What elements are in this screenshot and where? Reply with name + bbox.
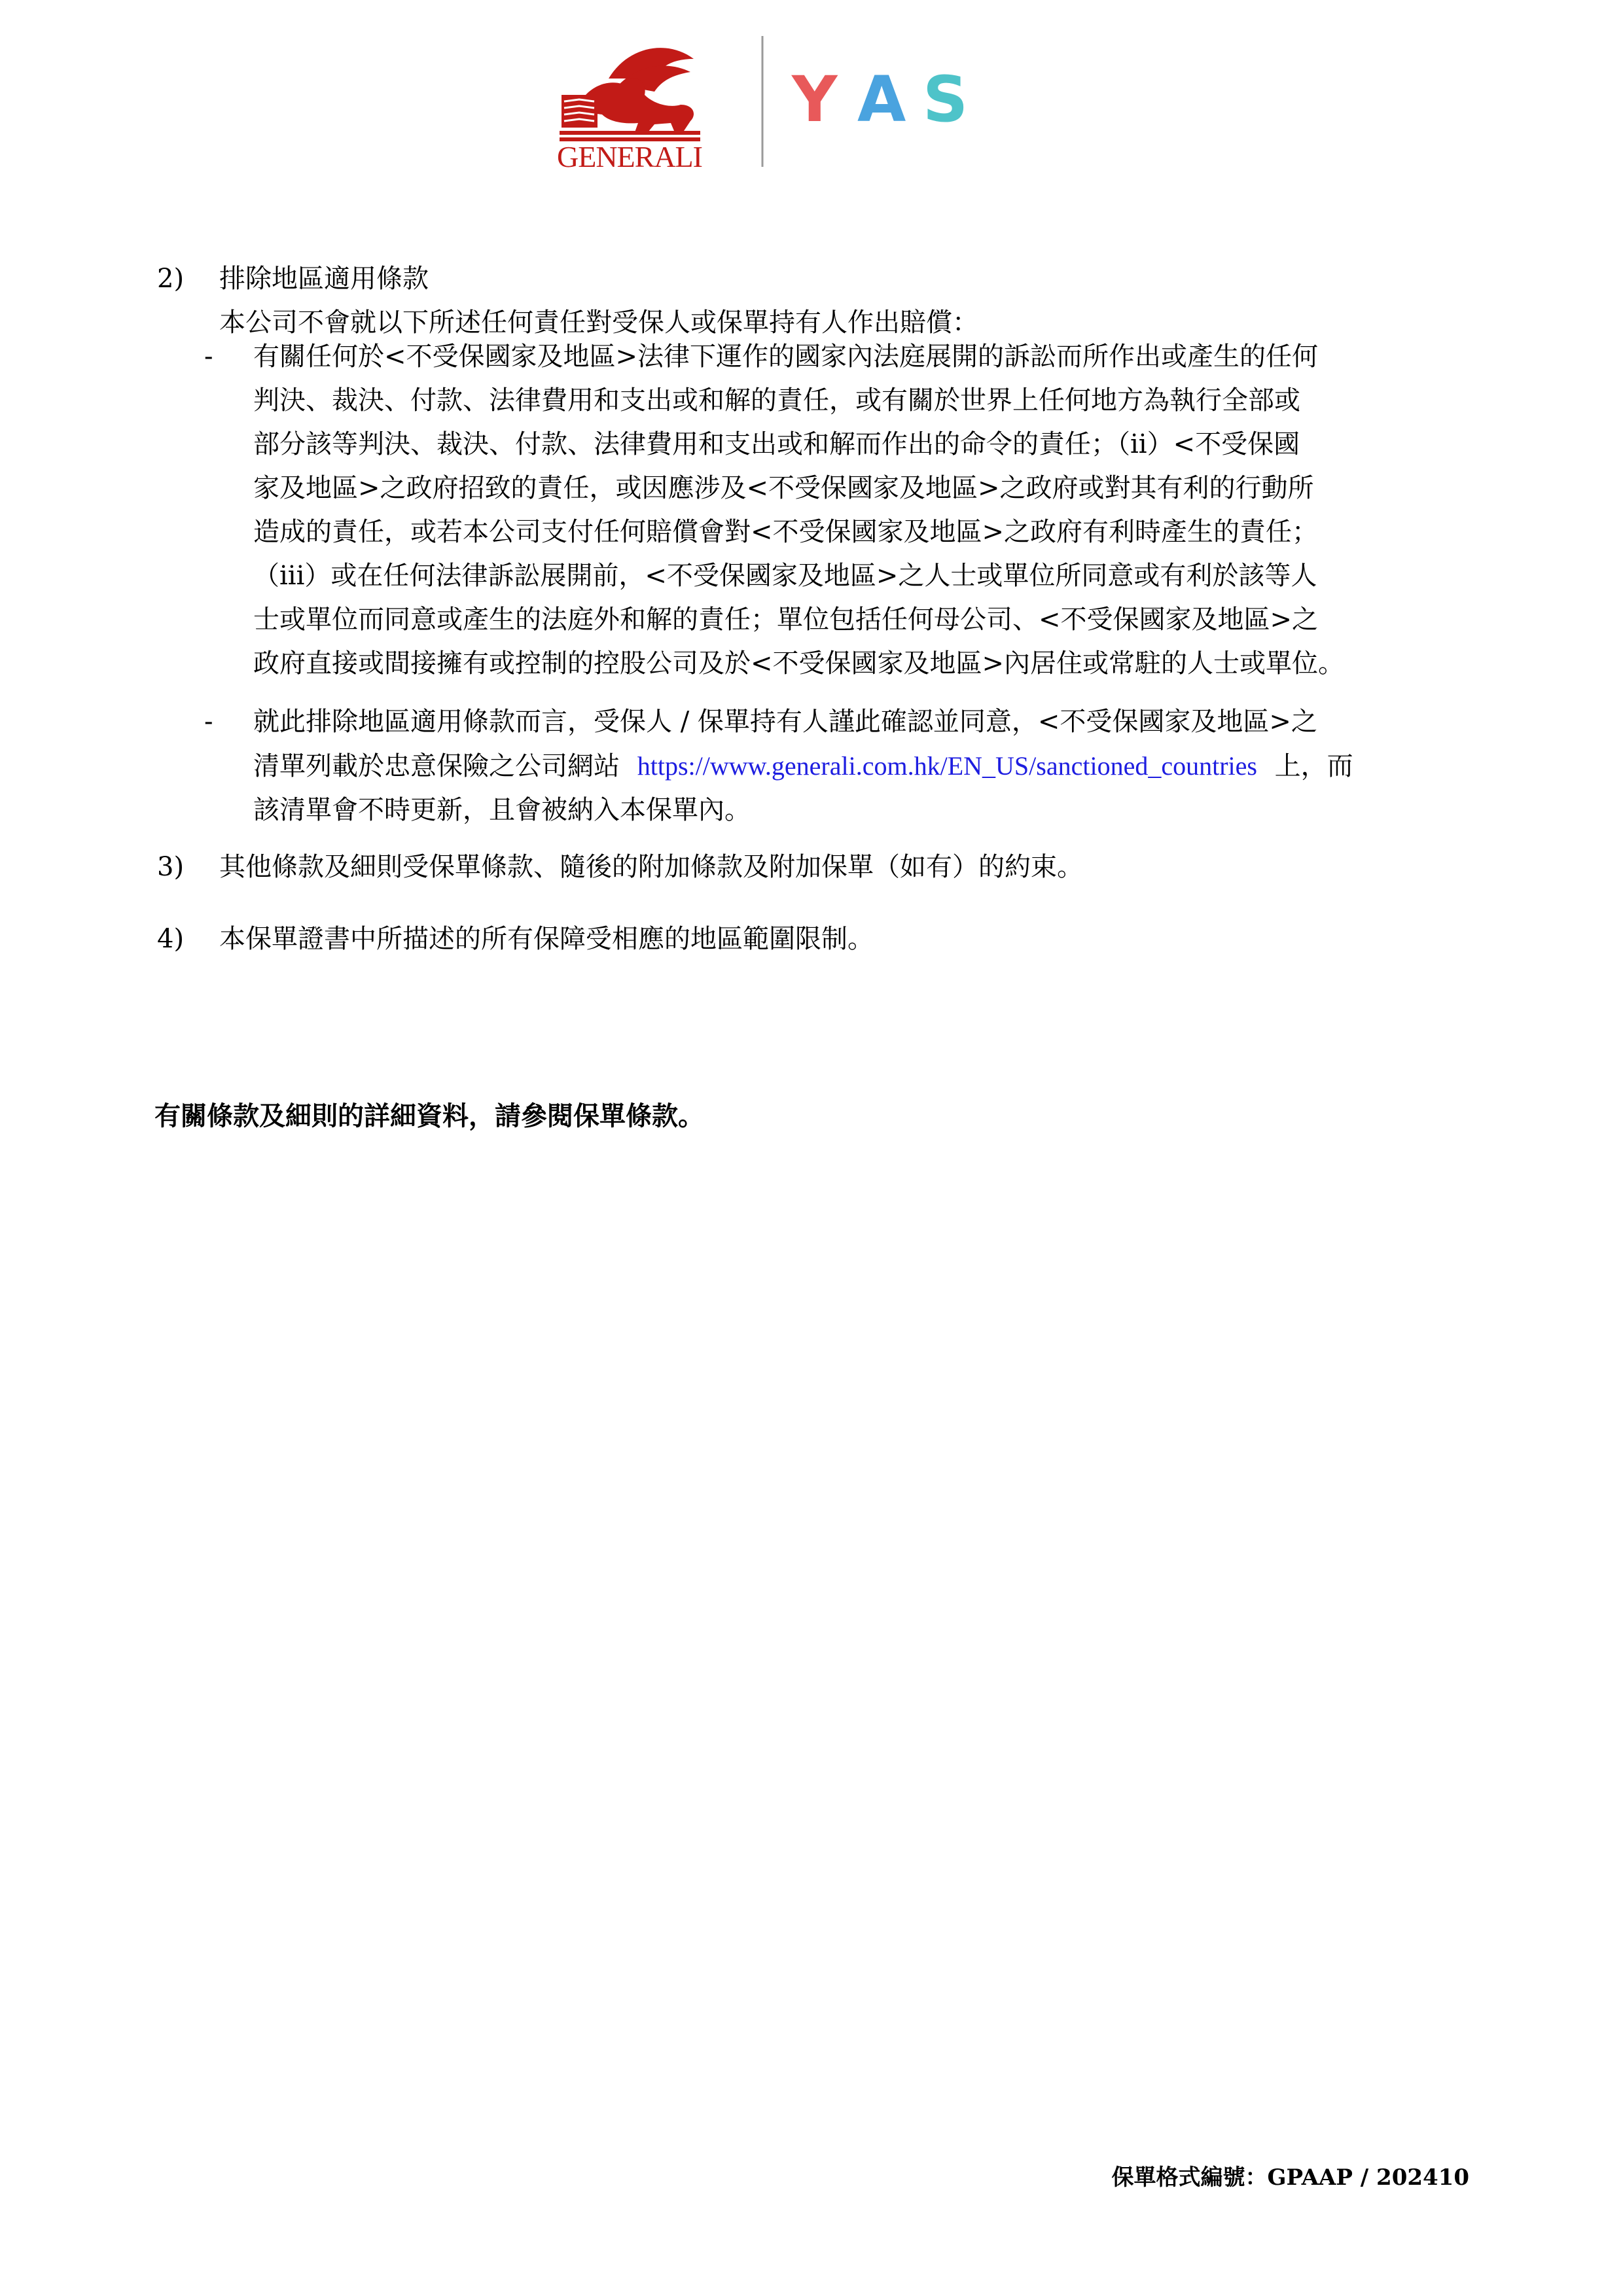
svg-text:Y: Y (792, 63, 838, 136)
bullet-2-line-pre: 清單列載於忠意保險之公司網站 (253, 751, 620, 781)
bullet-1-line: 判決、裁決、付款、法律費用和支出或和解的責任，或有關於世界上任何地方為執行全部或 (253, 385, 1300, 415)
section-4-number: 4) (157, 924, 185, 954)
policy-form-number: 保單格式編號：GPAAP / 202410 (1111, 2164, 1469, 2191)
bullet-dash: - (204, 707, 213, 737)
generali-logo (557, 48, 702, 173)
section-2-intro: 本公司不會就以下所述任何責任對受保人或保單持有人作出賠償： (219, 308, 978, 338)
bullet-2-line-post: 上，而 (1274, 751, 1353, 781)
bullet-1-line: 政府直接或間接擁有或控制的控股公司及於<不受保國家及地區>內居住或常駐的人士或單位。 (253, 648, 1345, 679)
yas-logo (791, 63, 968, 136)
bullet-1-line: 家及地區>之政府招致的責任，或因應涉及<不受保國家及地區>之政府或對其有利的行動所 (253, 473, 1314, 503)
generali-wordmark: GENERALI (557, 140, 702, 173)
bullet-1-line: 有關任何於<不受保國家及地區>法律下運作的國家內法庭展開的訴訟而所作出或產生的任何 (253, 342, 1319, 372)
svg-text:A: A (857, 63, 906, 136)
section-4-text: 本保單證書中所描述的所有保障受相應的地區範圍限制。 (219, 924, 874, 954)
bullet-2-line: 該清單會不時更新，且會被納入本保單內。 (253, 795, 751, 825)
section-2-title: 排除地區適用條款 (219, 264, 429, 294)
svg-text:S: S (923, 63, 969, 136)
header-logos (556, 33, 988, 177)
terms-remark: 有關條款及細則的詳細資料，請參閱保單條款。 (154, 1101, 704, 1131)
bullet-1-line: （iii）或在任何法律訴訟展開前，<不受保國家及地區>之人士或單位所同意或有利於該等人 (253, 561, 1317, 591)
bullet-1-line: 部分該等判決、裁決、付款、法律費用和支出或和解而作出的命令的責任；（ii）<不受保國 (253, 429, 1300, 459)
section-3-number: 3) (157, 852, 185, 882)
section-3-text: 其他條款及細則受保單條款、隨後的附加條款及附加保單（如有）的約束。 (219, 852, 1083, 882)
bullet-1-line: 造成的責任，或若本公司支付任何賠償會對<不受保國家及地區>之政府有利時產生的責任； (253, 517, 1319, 547)
bullet-2-line: 就此排除地區適用條款而言，受保人 / 保單持有人謹此確認並同意，<不受保國家及地區>之 (253, 707, 1317, 737)
section-2-number: 2) (157, 264, 185, 294)
bullet-dash: - (204, 342, 213, 372)
bullet-1-line: 士或單位而同意或產生的法庭外和解的責任；單位包括任何母公司、<不受保國家及地區>之 (253, 605, 1319, 635)
sanctioned-countries-link[interactable]: https://www.generali.com.hk/EN_US/sanctioned_countries (637, 751, 1257, 781)
